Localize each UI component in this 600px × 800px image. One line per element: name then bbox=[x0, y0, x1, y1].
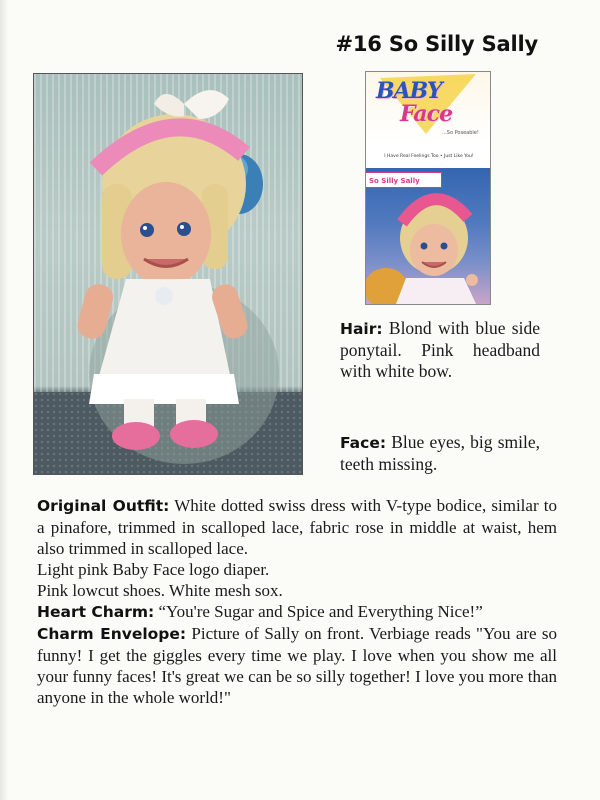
page-edge bbox=[0, 0, 8, 800]
hair-text: Blond with blue side ponytail. Pink headband with white bow. bbox=[340, 318, 540, 381]
hair-description bbox=[340, 318, 540, 382]
outfit-label: Original Outfit: bbox=[37, 497, 170, 515]
heart-charm-text: “You're Sugar and Spice and Everything Nice!” bbox=[154, 602, 483, 621]
page-title: #16 So Silly Sally bbox=[335, 32, 538, 56]
box-logo-sub: ...So Poseable! bbox=[442, 130, 479, 136]
box-logo-line1: BABY bbox=[376, 78, 442, 104]
box-banner: So Silly Sally bbox=[366, 172, 442, 188]
outfit-text: White dotted swiss dress with V-type bodice, similar to a pinafore, trimmed in scalloped lace, fabric rose in middle at waist, hem also trimmed in scalloped lace. bbox=[37, 496, 557, 558]
doll-photo bbox=[33, 73, 303, 475]
charm-envelope-text: Picture of Sally on front. Verbiage reads "You are so funny! I get the giggles every time we play. I love when you show me all your funny faces! It's great we can be so silly together! I love you more than anyone in the whole world!" bbox=[37, 624, 557, 707]
diaper-line: Light pink Baby Face logo diaper. bbox=[37, 560, 270, 579]
charm-envelope-paragraph bbox=[37, 623, 557, 708]
box-photo bbox=[365, 71, 491, 305]
face-text: Blue eyes, big smile, teeth missing. bbox=[340, 432, 540, 474]
heart-charm-label: Heart Charm: bbox=[37, 603, 155, 621]
box-tagline: I Have Real Feelings Too • Just Like You! bbox=[384, 154, 474, 159]
charm-envelope-label: Charm Envelope: bbox=[37, 625, 187, 643]
shoes-line: Pink lowcut shoes. White mesh sox. bbox=[37, 581, 283, 600]
face-description bbox=[340, 432, 540, 475]
box-logo bbox=[366, 72, 490, 142]
face-label: Face: bbox=[340, 434, 387, 452]
doll-illustration bbox=[34, 74, 302, 474]
outfit-paragraph bbox=[37, 495, 557, 559]
box-logo-line2: Face bbox=[400, 101, 453, 127]
outfit-description bbox=[37, 495, 557, 708]
hair-label: Hair: bbox=[340, 320, 383, 338]
heart-charm-line bbox=[37, 601, 557, 623]
